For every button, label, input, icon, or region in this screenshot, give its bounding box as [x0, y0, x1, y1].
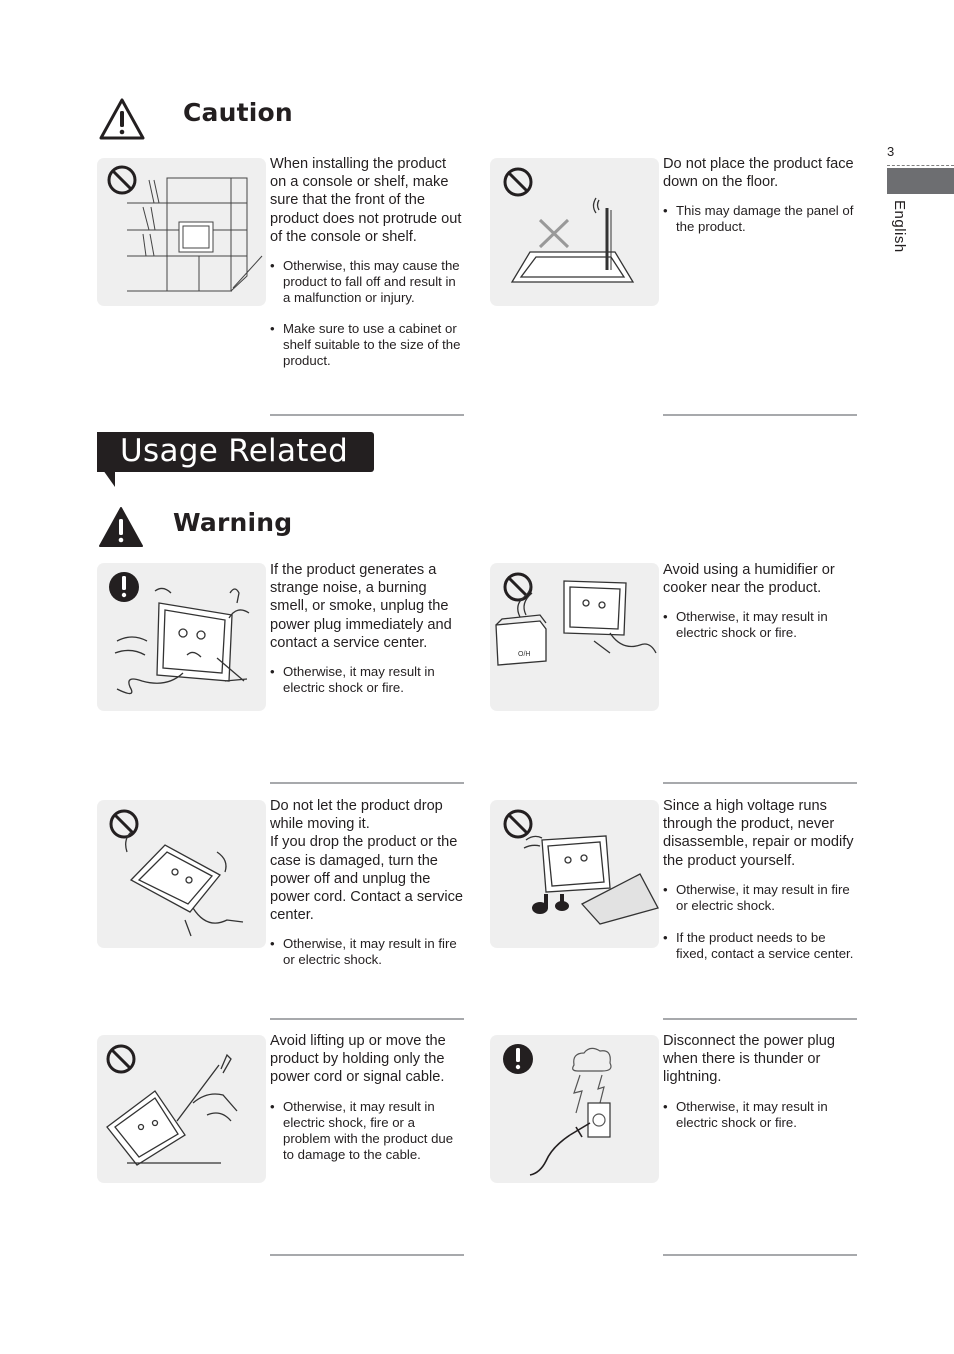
humidifier-label: O/H: [518, 651, 531, 658]
warning-item-3-text: Do not let the product drop while moving it. If you drop the product or the case is damaged, turn the power off and unplug the power cord. Contact a service center.: [270, 798, 464, 924]
warning-item-4: [663, 797, 859, 962]
humidifier-illustration: [490, 563, 659, 711]
caution-item-2: [663, 155, 859, 235]
warning-item-6-text: Disconnect the power plug when there is thunder or lightning.: [663, 1033, 835, 1086]
warning-item-6-bullet-1: • Otherwise, it may result in electric shock or fire.: [663, 1099, 859, 1131]
warning-triangle-outline-icon: [99, 98, 145, 140]
warning-item-3-bullet-1: • Otherwise, it may result in fire or electric shock.: [270, 936, 466, 968]
face-down-illustration: [490, 158, 659, 306]
caution-item-2-text: Do not place the product face down on the floor.: [663, 156, 854, 191]
divider: [270, 782, 464, 784]
smoke-illustration: [97, 563, 266, 711]
usage-related-title: Usage Related: [120, 433, 349, 469]
caution-item-1-bullet-1: • Otherwise, this may cause the product to fall off and result in a malfunction or injury.: [270, 258, 466, 306]
divider: [270, 1018, 464, 1020]
warning-item-2-text: Avoid using a humidifier or cooker near the product.: [663, 562, 835, 597]
warning-item-5: [270, 1032, 466, 1163]
divider: [270, 1254, 464, 1256]
caution-item-1-bullet-2: • Make sure to use a cabinet or shelf suitable to the size of the product.: [270, 321, 466, 369]
warning-heading: Warning: [173, 508, 293, 537]
lightning-illustration: [490, 1035, 659, 1183]
tab-divider: [887, 165, 954, 166]
warning-item-1-text: If the product generates a strange noise, a burning smell, or smoke, unplug the power plug immediately and contact a service center.: [270, 562, 452, 651]
divider: [663, 1018, 857, 1020]
warning-item-4-bullet-1: • Otherwise, it may result in fire or electric shock.: [663, 882, 859, 914]
warning-triangle-filled-icon: [98, 506, 144, 548]
warning-item-2: [663, 561, 859, 641]
caution-item-2-bullet-1: • This may damage the panel of the product.: [663, 203, 859, 235]
caution-item-1: [270, 155, 466, 369]
warning-item-5-text: Avoid lifting up or move the product by holding only the power cord or signal cable.: [270, 1033, 446, 1086]
divider: [663, 1254, 857, 1256]
drop-illustration: [97, 800, 266, 948]
language-tab: [887, 168, 954, 194]
warning-item-2-bullet-1: • Otherwise, it may result in electric shock or fire.: [663, 609, 859, 641]
divider: [270, 414, 464, 416]
warning-item-3: [270, 797, 466, 968]
caution-heading: Caution: [183, 98, 293, 127]
divider: [663, 414, 857, 416]
shelf-illustration: [97, 158, 266, 306]
language-label: English: [891, 200, 908, 253]
warning-item-4-text: Since a high voltage runs through the product, never disassemble, repair or modify the product yourself.: [663, 798, 854, 869]
cord-lift-illustration: [97, 1035, 266, 1183]
divider: [663, 782, 857, 784]
disassemble-illustration: [490, 800, 659, 948]
warning-item-1: [270, 561, 466, 696]
warning-item-4-bullet-2: • If the product needs to be fixed, contact a service center.: [663, 930, 859, 962]
caution-item-1-text: When installing the product on a console or shelf, make sure that the front of the product does not protrude out of the console or shelf.: [270, 156, 462, 245]
warning-item-5-bullet-1: • Otherwise, it may result in electric shock, fire or a problem with the product due to damage to the cable.: [270, 1099, 466, 1163]
warning-item-6: [663, 1032, 859, 1131]
warning-item-1-bullet-1: • Otherwise, it may result in electric shock or fire.: [270, 664, 466, 696]
page-number: 3: [887, 144, 895, 159]
banner-tail: [103, 470, 117, 488]
